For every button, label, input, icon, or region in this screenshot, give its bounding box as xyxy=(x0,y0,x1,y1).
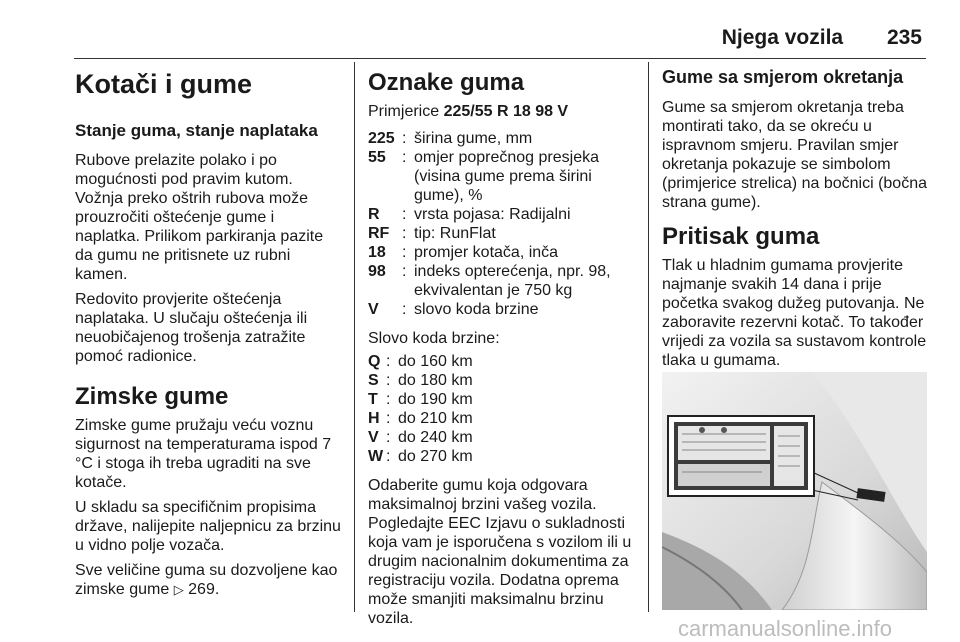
definition-separator: : xyxy=(386,372,391,389)
section-title-tyre-markings: Oznake guma xyxy=(368,69,525,96)
paragraph-directional: Gume sa smjerom okretanja treba montirati tako, da se okreću u ispravnom smjeru. Pravilan smjer okretanja pokazuje se simbolom (primjerice strelica) na bočnici (bočna strana gume). xyxy=(662,99,927,211)
definition-value: širina gume, mm xyxy=(414,130,533,147)
paragraph-winter-1: Zimske gume pružaju veću voznu sigurnost na temperaturama ispod 7 °C i stoga ih treba ugraditi na sve kotače. xyxy=(75,417,332,491)
header-rule xyxy=(74,58,926,59)
definition-separator: : xyxy=(402,263,407,280)
page-number: 235 xyxy=(886,26,922,49)
definition-value: do 160 km xyxy=(398,353,473,370)
definition-separator: : xyxy=(386,353,391,370)
definition-key: H xyxy=(368,410,380,427)
speed-code-label: Slovo koda brzine: xyxy=(368,330,500,347)
subheading-condition: Stanje guma, stanje naplataka xyxy=(75,121,318,140)
definition-separator: : xyxy=(386,429,391,446)
definition-key: 55 xyxy=(368,149,386,166)
definition-value: do 270 km xyxy=(398,448,473,465)
column-divider-1 xyxy=(354,62,355,612)
definition-key: 98 xyxy=(368,263,386,280)
definition-key: RF xyxy=(368,225,390,242)
definition-value: do 180 km xyxy=(398,372,473,389)
page-header xyxy=(722,26,922,50)
definition-separator: : xyxy=(402,206,407,223)
definition-key: R xyxy=(368,206,380,223)
definition-key: V xyxy=(368,429,379,446)
definition-separator: : xyxy=(402,244,407,261)
definition-value: indeks opterećenja, npr. 98, ekvivalentan je 750 kg xyxy=(414,263,611,299)
definition-key: W xyxy=(368,448,384,465)
column-3 xyxy=(662,60,930,376)
definition-value: slovo koda brzine xyxy=(414,301,539,318)
section-title-winter-tyres: Zimske gume xyxy=(75,383,229,410)
definition-value: do 210 km xyxy=(398,410,473,427)
paragraph-winter-2: U skladu sa specifičnim propisima države, nalijepite naljepnicu za brzinu u vidno polje vozača. xyxy=(75,499,341,554)
definition-separator: : xyxy=(402,130,407,147)
definition-value: promjer kotača, inča xyxy=(414,244,559,261)
definition-separator: : xyxy=(402,225,407,242)
example-line xyxy=(368,102,636,121)
definition-separator: : xyxy=(402,149,407,166)
chapter-title: Njega vozila xyxy=(721,26,844,49)
definition-value: do 190 km xyxy=(398,391,473,408)
paragraph-pressure: Tlak u hladnim gumama provjerite najmanje svakih 14 dana i prije početka svakog dužeg putovanja. Ne zaboravite rezervni kotač. To također vrijedi za vozila sa sustavom kontrole tlaka u gumama. xyxy=(662,257,927,369)
definition-value: tip: RunFlat xyxy=(414,225,496,242)
definition-value: omjer poprečnog presjeka (visina gume prema širini gume), % xyxy=(414,149,599,204)
speed-code-list xyxy=(368,352,636,466)
definition-key: 18 xyxy=(368,244,386,261)
marking-definitions xyxy=(368,129,636,319)
example-code: 225/55 R 18 98 V xyxy=(443,103,569,120)
definition-key: S xyxy=(368,372,379,389)
page-reference-link[interactable]: 269 xyxy=(188,581,215,598)
definition-key: 225 xyxy=(368,130,395,147)
definition-key: V xyxy=(368,301,379,318)
paragraph-select-tyre: Odaberite gumu koja odgovara maksimalnoj brzini vašeg vozila. Pogledajte EEC Izjavu o sukladnosti koja vam je isporučena s vozilom ili u drugim nacionalnim dokumentima za registraciju vozila. Dodatna oprema može smanjiti maksimalnu brzinu vozila. xyxy=(368,477,632,627)
winter-sizes-text: Sve veličine guma su dozvoljene kao zimske gume xyxy=(75,562,338,598)
section-title-pressure: Pritisak guma xyxy=(662,223,820,250)
column-2 xyxy=(368,60,636,634)
tyre-pressure-label-photo xyxy=(662,372,927,610)
example-label: Primjerice xyxy=(368,103,444,120)
definition-key: Q xyxy=(368,353,381,370)
column-divider-2 xyxy=(648,62,649,612)
paragraph-curbs: Rubove prelazite polako i po mogućnosti pod pravim kutom. Vožnja preko oštrih rubova može prouzročiti oštećenje gume i naplatka. Prilikom parkiranja pazite da gumu ne pritisnete uz rubni kamen. xyxy=(75,152,324,283)
definition-key: T xyxy=(368,391,378,408)
triangle-reference-icon: ▷ xyxy=(173,582,184,597)
definition-separator: : xyxy=(402,301,407,318)
column-1 xyxy=(75,60,343,605)
section-title-directional: Gume sa smjerom okretanja xyxy=(662,67,904,87)
paragraph-winter-3: Sve veličine guma su dozvoljene kao zimske gume ▷ 269. xyxy=(75,562,338,598)
definition-value: vrsta pojasa: Radijalni xyxy=(414,206,571,223)
section-title-wheels: Kotači i gume xyxy=(75,69,253,99)
definition-separator: : xyxy=(386,448,391,465)
definition-separator: : xyxy=(386,410,391,427)
definition-value: do 240 km xyxy=(398,429,473,446)
definition-separator: : xyxy=(386,391,391,408)
paragraph-check-rims: Redovito provjerite oštećenja naplataka. U slučaju oštećenja ili neuobičajenog trošenja zatražite pomoć radionice. xyxy=(75,291,308,365)
watermark: carmanualsonline.info xyxy=(678,616,893,641)
